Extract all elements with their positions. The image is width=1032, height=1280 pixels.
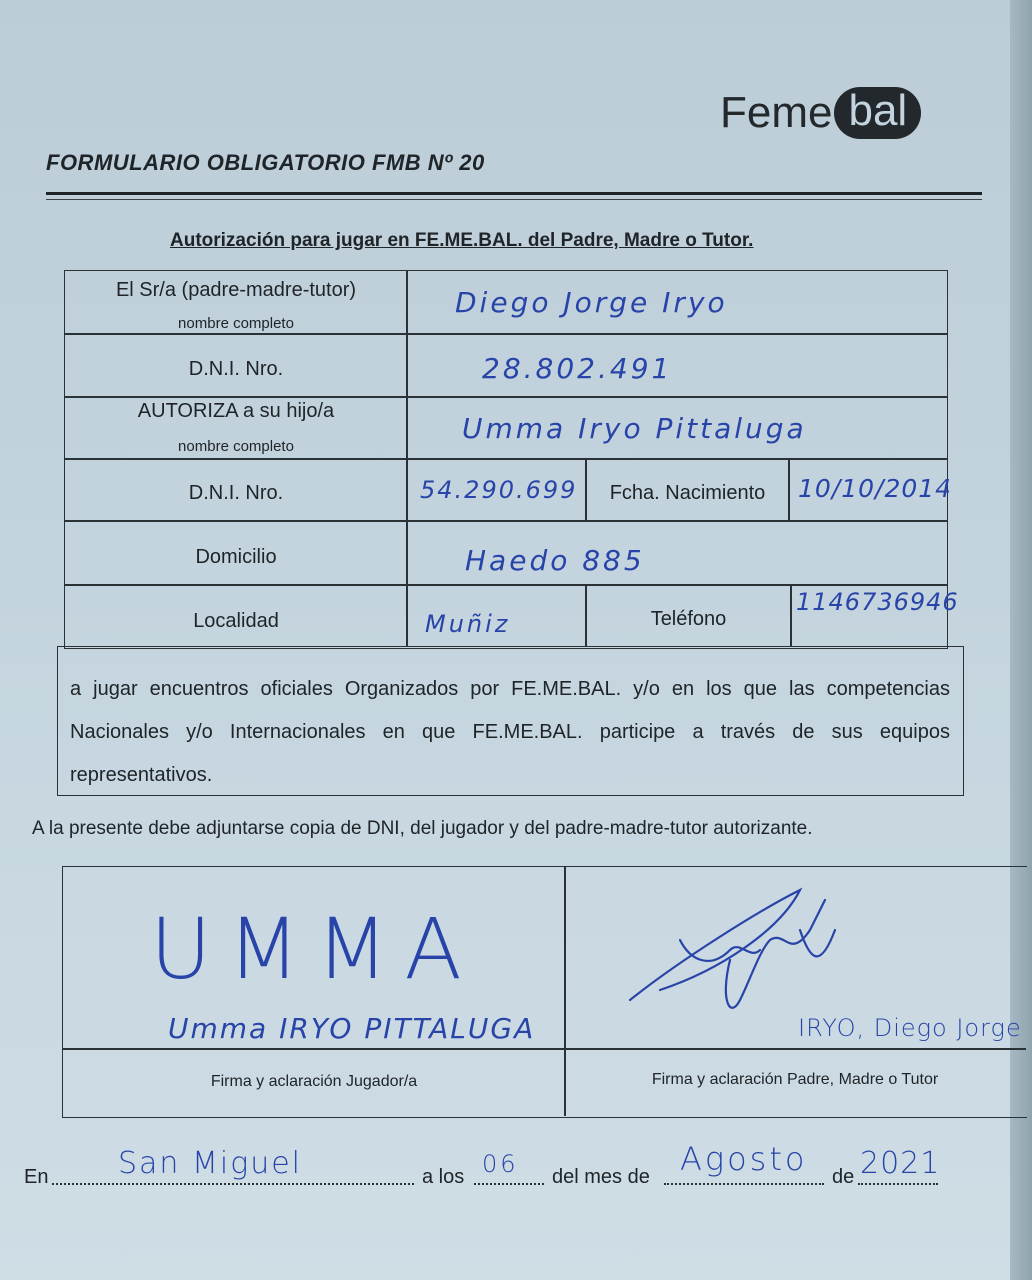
- player-signature: UMMA: [150, 900, 478, 998]
- guardian-label: El Sr/a (padre-madre-tutor): [115, 279, 357, 301]
- date-month: Agosto: [680, 1140, 808, 1178]
- child-sub-label: nombre completo: [178, 438, 294, 455]
- phone-label: Teléfono: [650, 608, 727, 630]
- guardian-sub-label: nombre completo: [178, 315, 294, 332]
- guardian-signature-scribble: [620, 870, 860, 1030]
- femebal-logo: Feme bal: [720, 82, 921, 144]
- attachment-note: A la presente debe adjuntarse copia de DNI, del jugador y del padre-madre-tutor autorizante.: [32, 818, 813, 839]
- child-label: AUTORIZA a su hijo/a: [137, 400, 335, 422]
- address-label: Domicilio: [195, 546, 277, 568]
- authorization-paragraph: a jugar encuentros oficiales Organizados por FE.ME.BAL. y/o en los que las competencias Nacionales y/o Internacionales en que FE.ME.BAL. participe a través de sus equipos representativos.: [70, 678, 950, 786]
- child-dni-value: 54.290.699: [420, 476, 578, 504]
- date-place: San Miguel: [118, 1146, 303, 1181]
- title-rule-thin: [46, 199, 982, 200]
- guardian-signature-caption: Firma y aclaración Padre, Madre o Tutor: [651, 1071, 939, 1088]
- player-signature-caption: Firma y aclaración Jugador/a: [210, 1073, 418, 1090]
- title-rule: [46, 192, 982, 195]
- date-en-label: En: [24, 1166, 49, 1188]
- authorization-heading: Autorización para jugar en FE.ME.BAL. del Padre, Madre o Tutor.: [170, 230, 754, 251]
- locality-label: Localidad: [193, 610, 279, 632]
- guardian-name-value: Diego Jorge Iryo: [455, 286, 728, 319]
- child-name-value: Umma Iryo Pittaluga: [462, 412, 807, 445]
- date-a-los-label: a los: [422, 1166, 465, 1188]
- guardian-dni-label: D.N.I. Nro.: [188, 358, 284, 380]
- child-dni-label: D.N.I. Nro.: [188, 482, 284, 504]
- date-de-label: de: [832, 1166, 855, 1188]
- player-clarification: Umma IRYO PITTALUGA: [168, 1012, 536, 1045]
- date-del-mes-label: del mes de: [552, 1166, 650, 1188]
- birth-date-value: 10/10/2014: [798, 474, 953, 503]
- locality-value: Muñiz: [425, 610, 511, 638]
- guardian-clarification: IRYO, Diego Jorge: [798, 1014, 1022, 1042]
- guardian-dni-value: 28.802.491: [482, 352, 673, 385]
- phone-value: 1146736946: [796, 588, 959, 616]
- birth-date-label: Fcha. Nacimiento: [609, 482, 766, 504]
- form-title: FORMULARIO OBLIGATORIO FMB Nº 20: [46, 150, 485, 175]
- address-value: Haedo 885: [465, 544, 645, 577]
- date-year: 2021: [860, 1146, 941, 1181]
- date-day: 06: [482, 1150, 519, 1178]
